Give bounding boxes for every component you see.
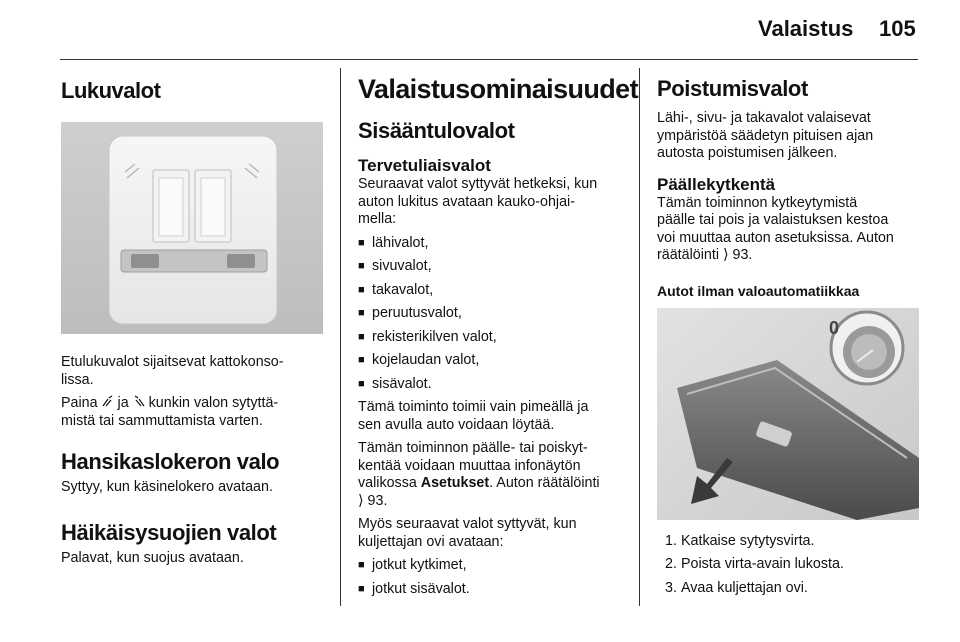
subsub-welcome-lights: Tervetuliaisvalot <box>358 156 491 175</box>
para2-l3-pre: valikossa <box>358 475 421 491</box>
steps-list <box>657 533 922 598</box>
column-3 <box>657 66 922 603</box>
step-number: 1. <box>665 532 677 549</box>
subheading-entry-lights: Sisääntulovalot <box>358 118 515 143</box>
para2-line-3 <box>358 475 626 493</box>
activation-line-1: Tämän toiminnon kytkeytymistä <box>657 194 858 211</box>
page-number: 105 <box>879 16 916 41</box>
step-text: Katkaise sytytysvirta. <box>681 532 815 549</box>
column-2 <box>358 66 638 604</box>
light-switch-illustration <box>657 308 919 520</box>
caption-line-2: lissa. <box>61 371 94 388</box>
switch-position-badge: 0 <box>829 317 840 338</box>
list-item <box>657 580 922 598</box>
para1-line-1: Tämä toiminto toimii vain pimeällä ja <box>358 399 589 415</box>
paina-line-2: mistä tai sammuttamista varten. <box>61 412 263 429</box>
exit-line-1: Lähi-, sivu- ja takavalot valaisevat <box>657 110 871 126</box>
list-item: ■ lähivalot, <box>358 235 626 253</box>
reading-light-illustration <box>61 122 323 334</box>
paina-line-1 <box>61 395 323 413</box>
glovebox-text: Syttyy, kun käsinelokero avataan. <box>61 479 273 495</box>
light-switch-image <box>657 308 919 520</box>
exit-line-3: autosta poistumisen jälkeen. <box>657 145 838 161</box>
list-item: ■ peruutusvalot, <box>358 305 626 323</box>
list-item: ■ rekisterikilven valot, <box>358 329 626 347</box>
intro-line-2: auton lukitus avataan kauko-ohjai- <box>358 193 575 210</box>
step-text: Poista virta-avain lukosta. <box>681 556 844 572</box>
step-number: 3. <box>665 579 677 596</box>
section-heading-visor: Häikäisysuojien valot <box>61 519 277 545</box>
list-item: ■ kojelaudan valot, <box>358 352 626 370</box>
para2-line-2: kentää voidaan muuttaa infonäytön <box>358 457 581 474</box>
step-number: 2. <box>665 556 677 572</box>
column-divider-2 <box>639 68 640 606</box>
activation-line-3: voi muuttaa auton asetuksissa. Auton <box>657 229 894 246</box>
welcome-lights-list <box>358 235 626 394</box>
column-1 <box>61 66 323 567</box>
caption-line-1: Etulukuvalot sijaitsevat kattokonso- <box>61 354 284 370</box>
step-text: Avaa kuljettajan ovi. <box>681 579 808 596</box>
paina-mid: ja <box>117 395 129 411</box>
para2-line-4: ⟩ 93. <box>358 492 388 509</box>
activation-line-2: päälle tai pois ja valaistuksen kestoa <box>657 212 889 228</box>
reading-light-image <box>61 122 323 334</box>
para3-line-1: Myös seuraavat valot syttyvät, kun <box>358 516 577 532</box>
reading-light-right-icon <box>133 395 145 407</box>
settings-menu-label: Asetukset <box>420 475 490 491</box>
intro-line-3: mella: <box>358 211 397 227</box>
column-divider-1 <box>340 68 341 606</box>
header-divider <box>60 59 918 60</box>
paina-post: kunkin valon sytyttä- <box>148 395 279 411</box>
activation-line-4: räätälöinti ⟩ 93. <box>657 247 753 263</box>
list-item <box>657 533 922 551</box>
subheading-activation: Päällekytkentä <box>657 174 776 194</box>
door-lights-list <box>358 557 626 598</box>
section-heading-features: Valaistusominaisuudet <box>358 74 638 104</box>
para2-l3-post: . Auton räätälöinti <box>489 475 600 491</box>
para2-line-1: Tämän toiminnon päälle- tai poiskyt- <box>358 440 588 456</box>
list-item: ■ takavalot, <box>358 282 626 300</box>
section-heading-glovebox: Hansikaslokeron valo <box>61 449 280 474</box>
chapter-title: Valaistus <box>758 16 854 41</box>
intro-line-1: Seuraavat valot syttyvät hetkeksi, kun <box>358 176 598 192</box>
list-item: ■ sivuvalot, <box>358 258 626 276</box>
reading-light-left-icon <box>102 395 114 407</box>
list-item: ■ jotkut kytkimet, <box>358 557 626 575</box>
list-item: ■ sisävalot. <box>358 376 626 394</box>
para1-line-2: sen avulla auto voidaan löytää. <box>358 416 555 433</box>
section-heading-lukuvalot: Lukuvalot <box>61 78 161 103</box>
para3-line-2: kuljettajan ovi avataan: <box>358 533 504 550</box>
list-item <box>657 556 922 574</box>
list-item: ■ jotkut sisävalot. <box>358 581 626 599</box>
paina-pre: Paina <box>61 395 98 411</box>
visor-text: Palavat, kun suojus avataan. <box>61 549 244 566</box>
section-heading-exit-lights: Poistumisvalot <box>657 76 808 101</box>
subsub-no-auto-lights: Autot ilman valoautomatiikkaa <box>657 282 860 299</box>
exit-line-2: ympäristöä säädetyn pituisen ajan <box>657 127 874 144</box>
